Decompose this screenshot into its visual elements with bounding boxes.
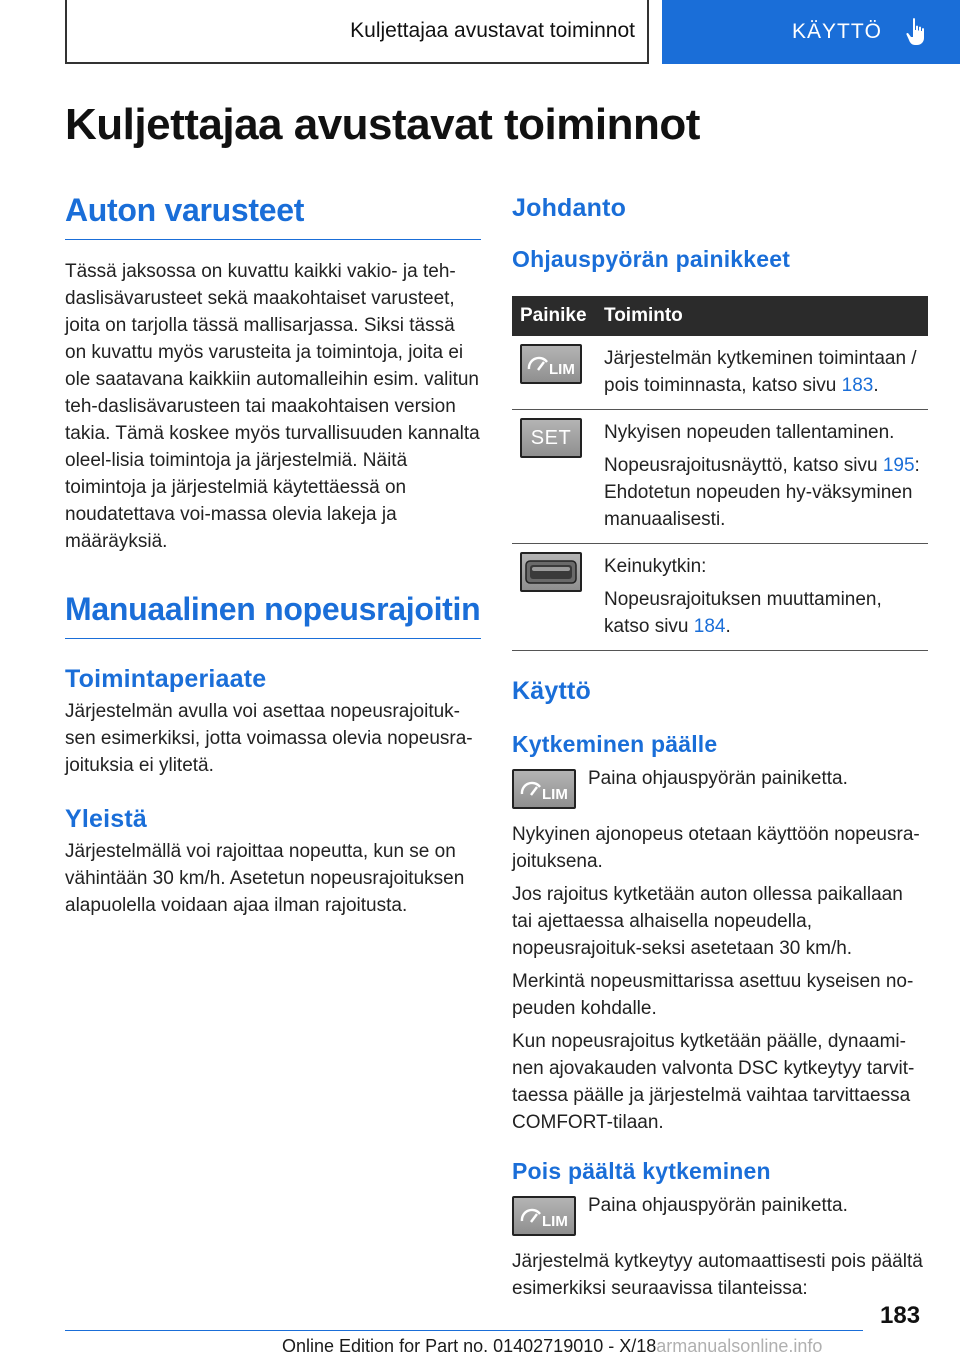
watermark-text: armanualsonline.info <box>656 1336 823 1356</box>
table-row <box>512 410 928 544</box>
heading-toimintaperiaate: Toimintaperiaate <box>65 665 267 693</box>
switch-on-press-text: Paina ohjauspyörän painiketta. <box>588 768 848 789</box>
table-cell-icon <box>512 544 596 651</box>
page-title: Kuljettajaa avustavat toiminnot <box>65 100 700 149</box>
running-header-title: Kuljettajaa avustavat toiminnot <box>350 19 635 42</box>
switch-off-press-text: Paina ohjauspyörän painiketta. <box>588 1195 848 1216</box>
equipment-paragraph: Tässä jaksossa on kuvattu kaikki vakio- ja teh-daslisävarusteet sekä maakohtaiset varusteet, joita on tarjolla tässä mallisarjassa. Siksi tässä on kuvattu myös varusteita ja toimintoja, joita ei ole saatavana kaikkiin automalleihin esim. valitun teh-daslisävarusteen tai maakohtaisen version takia. Tämä koskee myös turvallisuuden kannalta oleel-lisia toimintoja ja järjestelmiä. Näitä toimintoja ja järjestelmiä käytettäessä on noudatettava voi-massa olevia lakeja ja määräyksiä. <box>65 261 480 552</box>
pointing-hand-icon <box>904 17 928 47</box>
table-cell-icon <box>512 336 596 410</box>
page-link-184[interactable]: 184 <box>693 616 726 637</box>
lim-button-icon <box>512 1196 576 1236</box>
table-header-function: Toiminto <box>596 296 928 336</box>
footer-divider <box>65 1330 863 1331</box>
chapter-label: KÄYTTÖ <box>792 20 883 43</box>
row1-text: Järjestelmän kytkeminen toimintaan / pois toiminnasta, katso sivu <box>604 348 917 396</box>
buttons-table <box>512 296 928 651</box>
left-column <box>65 190 481 919</box>
rocker-switch-icon <box>520 552 582 592</box>
page-link-195[interactable]: 195 <box>882 455 915 476</box>
general-paragraph: Järjestelmällä voi rajoittaa nopeutta, kun se on vähintään 30 km/h. Asetetun nopeusrajoituksen alapuolella voidaan ajaa ilman rajoitusta. <box>65 841 465 916</box>
switch-off-paragraph-1: Järjestelmä kytkeytyy automaattisesti pois päältä esimerkiksi seuraavissa tilanteissa: <box>512 1251 923 1299</box>
set-button-icon <box>520 418 582 458</box>
svg-text:LIM: LIM <box>542 786 568 803</box>
heading-auton-varusteet: Auton varusteet <box>65 192 481 240</box>
switch-on-instruction <box>512 769 928 809</box>
heading-manuaalinen-nopeusrajoitin: Manuaalinen nopeusrajoitin <box>65 591 481 639</box>
footer-edition <box>282 1336 822 1357</box>
switch-off-instruction <box>512 1196 928 1236</box>
switch-on-paragraph-1: Nykyinen ajonopeus otetaan käyttöön nopeusra-joituksena. <box>512 824 920 872</box>
switch-on-paragraph-2: Jos rajoitus kytketään auton ollessa paikallaan tai ajettaessa alhaisella nopeudella, nopeusrajoituk-seksi asetetaan 30 km/h. <box>512 884 903 959</box>
row2-line1: Nykyisen nopeuden tallentaminen. <box>604 422 895 443</box>
edition-text: Online Edition for Part no. 01402719010 - X/18 <box>282 1336 657 1356</box>
table-header-row <box>512 296 928 336</box>
lim-button-icon <box>512 769 576 809</box>
running-header-section <box>65 0 649 64</box>
switch-on-paragraph-3: Merkintä nopeusmittarissa asettuu kyseisen no-peuden kohdalle. <box>512 971 914 1019</box>
principle-paragraph: Järjestelmän avulla voi asettaa nopeusrajoituk-sen esimerkiksi, jotta voimassa olevia nopeusra-joituksia ei ylitetä. <box>65 701 473 776</box>
row3-line1: Keinukytkin: <box>604 556 707 577</box>
heading-kaytto: Käyttö <box>512 677 591 705</box>
heading-kytkeminen-paalle: Kytkeminen päälle <box>512 731 718 757</box>
heading-ohjauspyoran-painikkeet: Ohjauspyörän painikkeet <box>512 246 791 272</box>
page-link-183[interactable]: 183 <box>841 375 874 396</box>
svg-text:LIM: LIM <box>542 1213 568 1230</box>
table-row <box>512 544 928 651</box>
table-row <box>512 336 928 410</box>
table-cell-function: Keinukytkin: Nopeusrajoituksen muuttaminen, katso sivu 184. <box>596 544 928 651</box>
set-button-label: SET <box>530 426 572 449</box>
svg-text:LIM: LIM <box>549 361 575 378</box>
page-number: 183 <box>880 1302 921 1329</box>
heading-yleista: Yleistä <box>65 805 148 833</box>
switch-on-paragraph-4: Kun nopeusrajoitus kytketään päälle, dynaami-nen ajovakauden valvonta DSC kytkeytyy tarvit-taessa päälle ja järjestelmä vaihtaa tarvittaessa COMFORT-tilaan. <box>512 1031 915 1133</box>
lim-button-icon <box>520 344 582 384</box>
table-cell-function: Järjestelmän kytkeminen toimintaan / pois toiminnasta, katso sivu 183. <box>596 336 928 410</box>
table-cell-icon <box>512 410 596 544</box>
heading-johdanto: Johdanto <box>512 194 627 222</box>
table-header-button: Painike <box>512 296 596 336</box>
right-column <box>512 190 928 1302</box>
chapter-tab <box>662 0 960 64</box>
table-cell-function: Nykyisen nopeuden tallentaminen. Nopeusrajoitusnäyttö, katso sivu 195: Ehdotetun nopeuden hy-väksyminen manuaalisesti. <box>596 410 928 544</box>
heading-pois-paalta-kytkeminen: Pois päältä kytkeminen <box>512 1158 771 1184</box>
